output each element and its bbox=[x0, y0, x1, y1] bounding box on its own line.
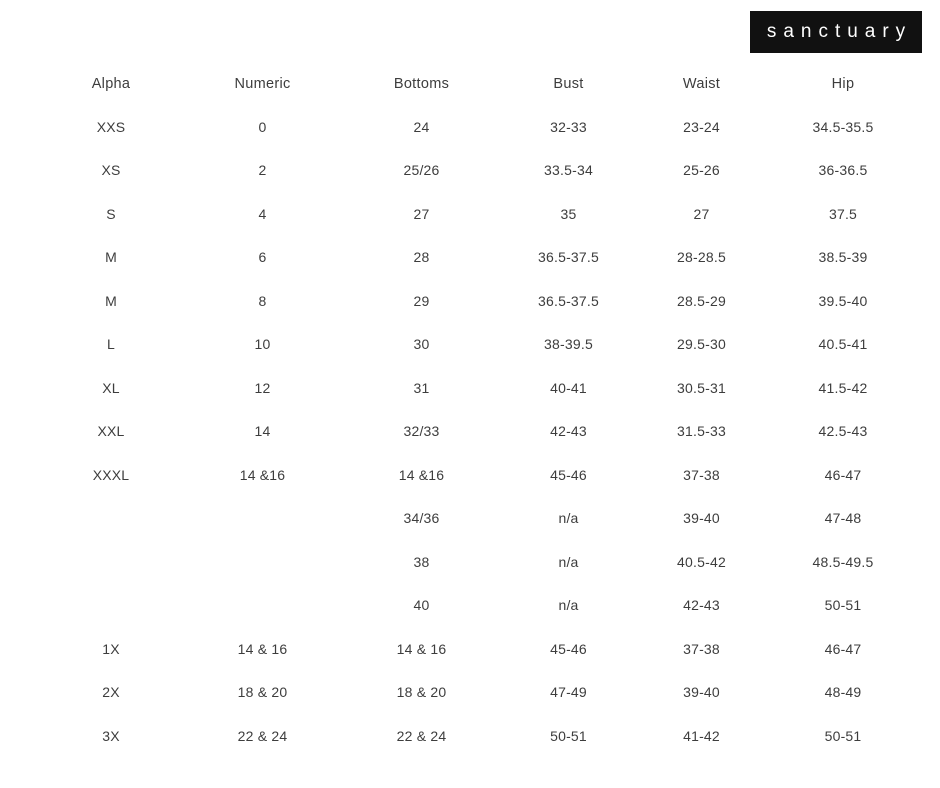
table-cell: 48.5-49.5 bbox=[812, 553, 874, 570]
table-cell: XXXL bbox=[92, 466, 130, 483]
table-cell: S bbox=[106, 205, 116, 222]
table-cell: 50-51 bbox=[824, 597, 862, 614]
table-cell: 14 & 16 bbox=[396, 640, 447, 657]
table-cell: 39-40 bbox=[683, 684, 720, 701]
table-cell: 38-39.5 bbox=[544, 336, 593, 353]
column-header-bust: Bust bbox=[553, 75, 584, 92]
table-cell bbox=[40, 540, 182, 584]
table-cell: 2 bbox=[258, 162, 267, 179]
table-row bbox=[40, 497, 920, 541]
table-cell: 30 bbox=[413, 336, 430, 353]
table-cell: 46-47 bbox=[824, 466, 862, 483]
table-cell: 48-49 bbox=[824, 684, 862, 701]
table-cell: 31 bbox=[413, 379, 430, 396]
table-cell: 36.5-37.5 bbox=[538, 292, 599, 309]
table-row bbox=[40, 671, 920, 715]
table-cell bbox=[40, 497, 182, 541]
table-cell: 50-51 bbox=[824, 727, 862, 744]
table-cell: M bbox=[105, 249, 117, 266]
table-cell: 14 bbox=[254, 423, 271, 440]
table-cell: 39-40 bbox=[683, 510, 720, 527]
table-cell: M bbox=[105, 292, 117, 309]
table-cell: 29 bbox=[413, 292, 430, 309]
table-cell: 1X bbox=[102, 640, 120, 657]
table-cell: 14 &16 bbox=[239, 466, 286, 483]
table-cell: 45-46 bbox=[550, 466, 587, 483]
table-cell: 25-26 bbox=[683, 162, 720, 179]
size-chart-table bbox=[40, 62, 920, 758]
table-cell: 28.5-29 bbox=[677, 292, 726, 309]
table-cell: 38 bbox=[413, 553, 430, 570]
table-cell: 47-48 bbox=[824, 510, 862, 527]
table-cell: XL bbox=[102, 379, 120, 396]
table-cell: 41-42 bbox=[683, 727, 720, 744]
table-cell: 18 & 20 bbox=[396, 684, 447, 701]
column-header-hip: Hip bbox=[831, 75, 855, 92]
table-cell: 32-33 bbox=[550, 118, 587, 135]
table-cell: 42.5-43 bbox=[818, 423, 868, 440]
table-row bbox=[40, 105, 920, 149]
table-cell: XXS bbox=[96, 118, 126, 135]
table-cell: 37.5 bbox=[828, 205, 858, 222]
table-cell: 40 bbox=[413, 597, 430, 614]
table-cell: XXL bbox=[97, 423, 125, 440]
table-cell: 46-47 bbox=[824, 640, 862, 657]
table-row bbox=[40, 366, 920, 410]
table-cell: 6 bbox=[258, 249, 267, 266]
table-cell: 2X bbox=[102, 684, 120, 701]
table-row bbox=[40, 410, 920, 454]
table-cell: 0 bbox=[258, 118, 267, 135]
table-cell: 40.5-42 bbox=[677, 553, 726, 570]
table-cell: 14 &16 bbox=[398, 466, 445, 483]
table-cell: 39.5-40 bbox=[818, 292, 868, 309]
table-row bbox=[40, 236, 920, 280]
column-header-alpha: Alpha bbox=[91, 75, 131, 92]
table-cell: 3X bbox=[102, 727, 120, 744]
table-cell: 42-43 bbox=[683, 597, 720, 614]
table-row bbox=[40, 323, 920, 367]
table-cell: 27 bbox=[413, 205, 430, 222]
table-cell: 40.5-41 bbox=[818, 336, 868, 353]
table-cell: n/a bbox=[558, 597, 579, 614]
table-cell: n/a bbox=[558, 510, 579, 527]
table-cell: 37-38 bbox=[683, 466, 720, 483]
table-cell: 36.5-37.5 bbox=[538, 249, 599, 266]
table-cell: 24 bbox=[413, 118, 430, 135]
table-cell: 28-28.5 bbox=[677, 249, 726, 266]
table-cell: 30.5-31 bbox=[677, 379, 726, 396]
table-cell: n/a bbox=[558, 553, 579, 570]
table-cell: 38.5-39 bbox=[818, 249, 868, 266]
brand-logo bbox=[750, 11, 922, 53]
table-cell: 18 & 20 bbox=[237, 684, 288, 701]
table-cell bbox=[182, 584, 343, 628]
table-cell: 41.5-42 bbox=[818, 379, 868, 396]
table-row bbox=[40, 714, 920, 758]
column-header-bottoms: Bottoms bbox=[393, 75, 450, 92]
table-row bbox=[40, 453, 920, 497]
table-cell: 31.5-33 bbox=[677, 423, 726, 440]
table-cell: 22 & 24 bbox=[237, 727, 288, 744]
table-row bbox=[40, 627, 920, 671]
table-cell: 25/26 bbox=[403, 162, 440, 179]
table-cell: 27 bbox=[693, 205, 710, 222]
table-cell: 34/36 bbox=[403, 510, 440, 527]
table-cell: 8 bbox=[258, 292, 267, 309]
table-cell: 22 & 24 bbox=[396, 727, 447, 744]
table-row bbox=[40, 540, 920, 584]
table-header-row bbox=[40, 62, 920, 105]
table-cell: 47-49 bbox=[550, 684, 587, 701]
table-cell: 10 bbox=[254, 336, 271, 353]
table-cell: 45-46 bbox=[550, 640, 587, 657]
table-cell: 42-43 bbox=[550, 423, 587, 440]
table-cell: 50-51 bbox=[550, 727, 587, 744]
table-cell: 12 bbox=[254, 379, 271, 396]
brand-logo-text: sanctuary bbox=[766, 21, 913, 42]
table-cell bbox=[40, 584, 182, 628]
table-cell: 28 bbox=[413, 249, 430, 266]
table-cell: 23-24 bbox=[683, 118, 720, 135]
table-cell: 36-36.5 bbox=[818, 162, 868, 179]
table-cell bbox=[182, 540, 343, 584]
table-cell: 29.5-30 bbox=[677, 336, 726, 353]
size-chart bbox=[40, 62, 920, 758]
table-row bbox=[40, 584, 920, 628]
table-cell: XS bbox=[101, 162, 121, 179]
table-cell: 4 bbox=[258, 205, 267, 222]
table-cell: 32/33 bbox=[403, 423, 440, 440]
table-row bbox=[40, 149, 920, 193]
column-header-numeric: Numeric bbox=[234, 75, 291, 92]
table-cell: 33.5-34 bbox=[544, 162, 593, 179]
table-row bbox=[40, 192, 920, 236]
table-cell: 37-38 bbox=[683, 640, 720, 657]
column-header-waist: Waist bbox=[682, 75, 721, 92]
table-row bbox=[40, 279, 920, 323]
table-cell: 35 bbox=[560, 205, 577, 222]
table-cell bbox=[182, 497, 343, 541]
table-cell: 34.5-35.5 bbox=[812, 118, 874, 135]
table-cell: 40-41 bbox=[550, 379, 587, 396]
table-cell: L bbox=[107, 336, 115, 353]
table-cell: 14 & 16 bbox=[237, 640, 288, 657]
